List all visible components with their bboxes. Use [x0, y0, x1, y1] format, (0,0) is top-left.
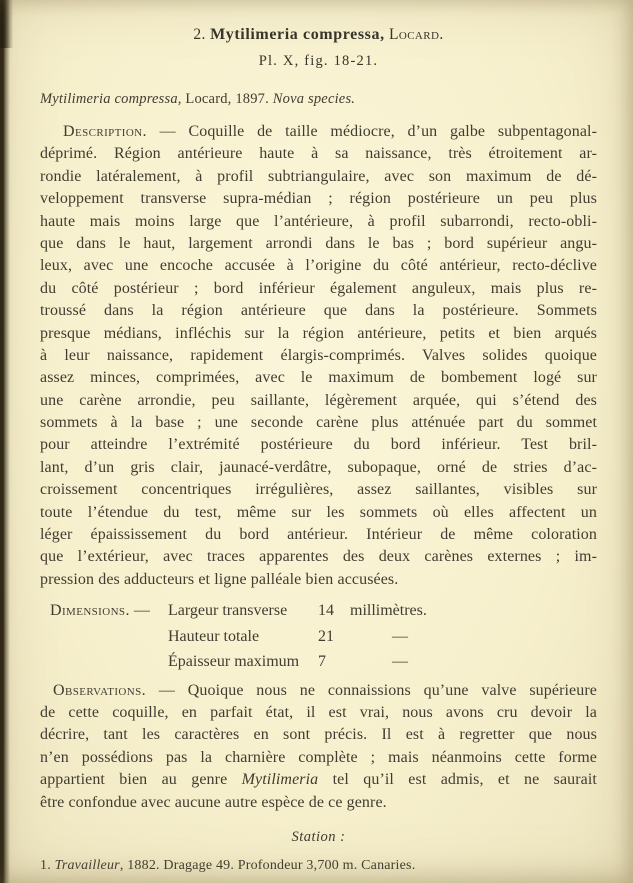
- observations-label: Observations.: [53, 681, 147, 699]
- station-heading: Station :: [291, 829, 346, 846]
- dimension-unit: millimètres.: [350, 602, 427, 620]
- text-line: assez minces, comprimées, avec le maximum de bombement logé sur: [40, 369, 597, 387]
- text-line: leux, avec une encoche accusée à l’origine du côté antérieur, recto-déclive: [40, 257, 597, 275]
- text-line: [40, 121, 597, 143]
- dimension-value: 7: [318, 653, 326, 671]
- text-line: que l’extérieur, avec traces apparentes des deux carènes externes ; im-: [40, 548, 597, 566]
- species-heading-block: [40, 26, 597, 70]
- species-number: 2.: [193, 26, 206, 43]
- synonymy-species: Mytilimeria compressa: [40, 91, 178, 107]
- species-author: Locard.: [388, 26, 444, 43]
- dimension-row: [40, 649, 597, 675]
- scan-corner-shadow: [0, 0, 14, 48]
- text-line: [40, 680, 597, 702]
- scan-edge-left: [0, 0, 10, 883]
- text-line: rondie latéralement, à profil subtriangulaire, avec son maximum de dé-: [40, 167, 597, 185]
- station-entry: [40, 858, 597, 874]
- dimensions-label-spacer: [40, 624, 168, 650]
- dimension-unit: —: [392, 653, 408, 671]
- dimensions-label: [40, 598, 168, 624]
- description-paragraph: [40, 121, 597, 591]
- dimensions-label-text: Dimensions.: [50, 602, 130, 620]
- text-line: léger épaississement du bord antérieur. Intérieur de même coloration: [40, 526, 597, 544]
- observations-paragraph: [40, 680, 597, 814]
- text-line: croissement concentriques irrégulières, assez saillantes, visibles sur: [40, 481, 597, 499]
- text-segment: — Quoique nous ne connaissions qu’une valve supérieure: [158, 681, 597, 699]
- station-number: 1.: [40, 858, 51, 874]
- genus-name: Mytilimeria: [241, 771, 319, 789]
- text-line: du côté postérieur ; bord inférieur également anguleux, mais plus re-: [40, 279, 597, 297]
- dash: —: [133, 602, 150, 620]
- dimension-name: Hauteur totale: [168, 627, 260, 645]
- text-line: n’en possédions pas la charnière complète ; mais néanmoins cette forme: [40, 748, 597, 766]
- plate-reference: Pl. X, fig. 18-21.: [258, 53, 379, 69]
- text-line: à leur naissance, rapidement élargis-comprimés. Valves solides quoique: [40, 346, 597, 364]
- text-line: toute l’étendue du test, même sur les sommets où elles affectent un: [40, 503, 597, 521]
- dimension-name: Largeur transverse: [168, 602, 288, 620]
- dimension-name: Épaisseur maximum: [168, 653, 300, 671]
- text-line: haute mais moins large que l’antérieure, à profil subarrondi, recto-obli-: [40, 212, 597, 230]
- text-line: décrire, tant les caractères en sont précis. Il est à regretter que nous: [40, 726, 597, 744]
- page-content: [40, 0, 597, 874]
- text-line: que dans le haut, largement arrondi dans le bas ; bord supérieur angu-: [40, 234, 597, 252]
- description-label: Description.: [63, 123, 147, 140]
- text-line: sommets à la base ; une seconde carène plus atténuée part du sommet: [40, 414, 597, 432]
- dimension-unit: —: [392, 627, 408, 645]
- synonymy-nova-species: Nova species.: [272, 91, 356, 107]
- text-line: de cette coquille, en parfait état, il est vrai, nous avons cru devoir la: [40, 704, 597, 722]
- species-name: Mytilimeria compressa,: [210, 26, 385, 43]
- text-line: lant, d’un gris clair, jaunacé-verdâtre, subopaque, orné de stries d’ac-: [40, 458, 597, 476]
- synonymy-author: , Locard, 1897.: [177, 91, 269, 107]
- dimensions-block: [40, 598, 597, 675]
- text-line: veloppement transverse supra-médian ; région postérieure un peu plus: [40, 190, 597, 208]
- ship-name: Travailleur: [54, 858, 120, 874]
- station-details: , 1882. Dragage 49. Profondeur 3,700 m. Canaries.: [119, 858, 416, 874]
- dimension-row: [40, 598, 597, 624]
- dimension-value: 14: [318, 602, 334, 620]
- dimensions-label-spacer: [40, 649, 168, 675]
- text-segment: — Coquille de taille médiocre, d’un galbe subpentagonal-: [159, 123, 597, 140]
- text-line: presque médians, infléchis sur la région antérieure, petits et bien arqués: [40, 324, 597, 342]
- text-line: une carène arrondie, peu saillante, légèrement arquée, qui s’étend des: [40, 391, 597, 409]
- dimension-row: [40, 624, 597, 650]
- text-segment: tel qu’il est admis, et ne saurait: [332, 771, 597, 789]
- text-line: pour atteindre l’extrémité postérieure du bord inférieur. Test bril-: [40, 436, 597, 454]
- dimension-value: 21: [318, 627, 334, 645]
- text-segment: appartient bien au genre: [40, 771, 228, 789]
- text-line: [40, 769, 597, 791]
- text-line: troussé dans la région antérieure que dans la postérieure. Sommets: [40, 302, 597, 320]
- text-line: déprimé. Région antérieure haute à sa naissance, très étroitement ar-: [40, 145, 597, 163]
- species-heading: [40, 26, 597, 44]
- text-line: être confondue avec aucune autre espèce de ce genre.: [40, 793, 387, 811]
- text-line: pression des adducteurs et ligne palléale bien accusées.: [40, 570, 399, 588]
- synonymy-line: [40, 91, 597, 108]
